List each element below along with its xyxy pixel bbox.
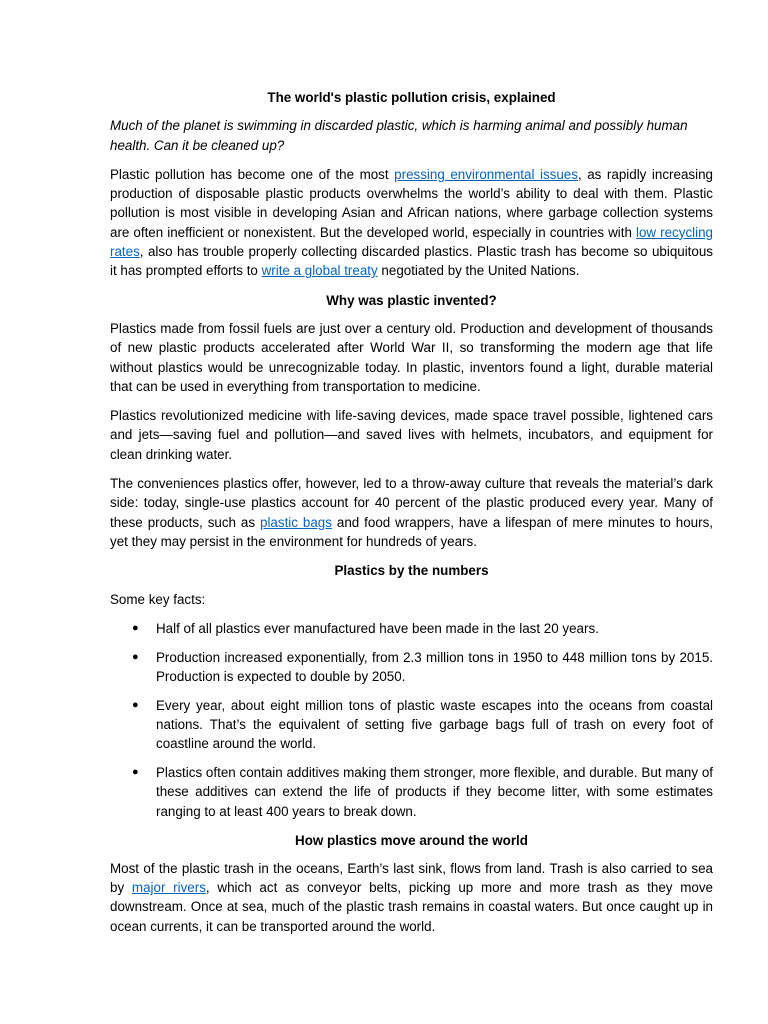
bullet-icon: ● [132, 621, 139, 634]
bullet-icon: ● [132, 698, 139, 711]
fact-text: Half of all plastics ever manufactured have been made in the last 20 years. [156, 620, 599, 636]
document-subtitle: Much of the planet is swimming in discarded plastic, which is harming animal and possibly human health. Can it be cleaned up? [110, 118, 688, 153]
heading-how-plastics-move: How plastics move around the world [295, 832, 528, 848]
text-run: Plastic pollution has become one of the most [110, 166, 395, 182]
link-write-a-global-treaty[interactable]: write a global treaty [261, 263, 378, 279]
link-plastic-bags[interactable]: plastic bags [260, 514, 332, 530]
intro-paragraph [110, 165, 713, 281]
paragraph-dark-side [110, 474, 713, 551]
document-title: The world's plastic pollution crisis, explained [267, 90, 556, 105]
fact-text: Production increased exponentially, from 2.3 million tons in 1950 to 448 million tons by 2015. Production is expected to double by 2050. [156, 649, 713, 684]
heading-why-invented: Why was plastic invented? [326, 292, 497, 308]
text-run: Most of the plastic trash in the oceans, Earth’s last sink, flows from land. Trash is also carried to sea by [110, 860, 713, 896]
text-run: , which act as conveyor belts, picking up more and more trash as they move downstream. Once at sea, much of the plastic trash remains in coastal waters. But once caught up in ocean currents, it can be transported around the world. [110, 880, 713, 934]
text-run: and food wrappers, have a lifespan of mere minutes to hours, yet they may persist in the environment for hundreds of years. [110, 514, 713, 549]
link-pressing-environmental-issues[interactable]: pressing environmental issues [394, 166, 578, 182]
list-item [110, 648, 713, 687]
text-run: , as rapidly increasing production of disposable plastic products overwhelms the world’s ability to deal with them. Plastic pollution is most visible in developing Asian and African nations, where garbage collection systems are often inefficient or nonexistent. But the developed world, especially in countries with [110, 166, 713, 240]
list-item [110, 763, 713, 821]
bullet-icon: ● [132, 766, 139, 779]
list-item [110, 619, 713, 638]
link-major-rivers[interactable]: major rivers [131, 880, 206, 896]
paragraph-movement [110, 859, 713, 936]
fact-text: Every year, about eight million tons of plastic waste escapes into the oceans from coastal nations. That’s the equivalent of setting five garbage bags full of trash on every foot of coastline around the world. [156, 697, 713, 752]
link-low-recycling-rates[interactable]: low recycling rates [110, 224, 713, 260]
fact-text: Plastics often contain additives making them stronger, more flexible, and durable. But many of these additives can extend the life of products if they become litter, with some estimates ranging to at least 400 years to break down. [156, 765, 713, 819]
text-run: , also has trouble properly collecting discarded plastics. Plastic trash has become so ubiquitous it has prompted efforts to [110, 244, 713, 279]
facts-intro: Some key facts: [110, 591, 206, 607]
paragraph-history: Plastics made from fossil fuels are just over a century old. Production and development of thousands of new plastic products accelerated after World War II, so transforming the modern age that life without plastics would be unrecognizable today. In plastic, inventors found a light, durable material that can be used in everything from transportation to medicine. [110, 320, 713, 394]
bullet-icon: ● [132, 650, 139, 663]
text-run: The conveniences plastics offer, however, led to a throw-away culture that reveals the material’s dark side: today, single-use plastics account for 40 percent of the plastic produced every year. Many of these products, such as [110, 476, 713, 530]
paragraph-benefits: Plastics revolutionized medicine with life-saving devices, made space travel possible, lightened cars and jets—saving fuel and pollution—and saved lives with helmets, incubators, and equipment for clean drinking water. [110, 408, 713, 462]
heading-by-the-numbers: Plastics by the numbers [334, 563, 489, 579]
document-page [110, 88, 713, 946]
facts-list [110, 619, 713, 821]
list-item [110, 696, 713, 754]
text-run: negotiated by the United Nations. [377, 263, 580, 279]
